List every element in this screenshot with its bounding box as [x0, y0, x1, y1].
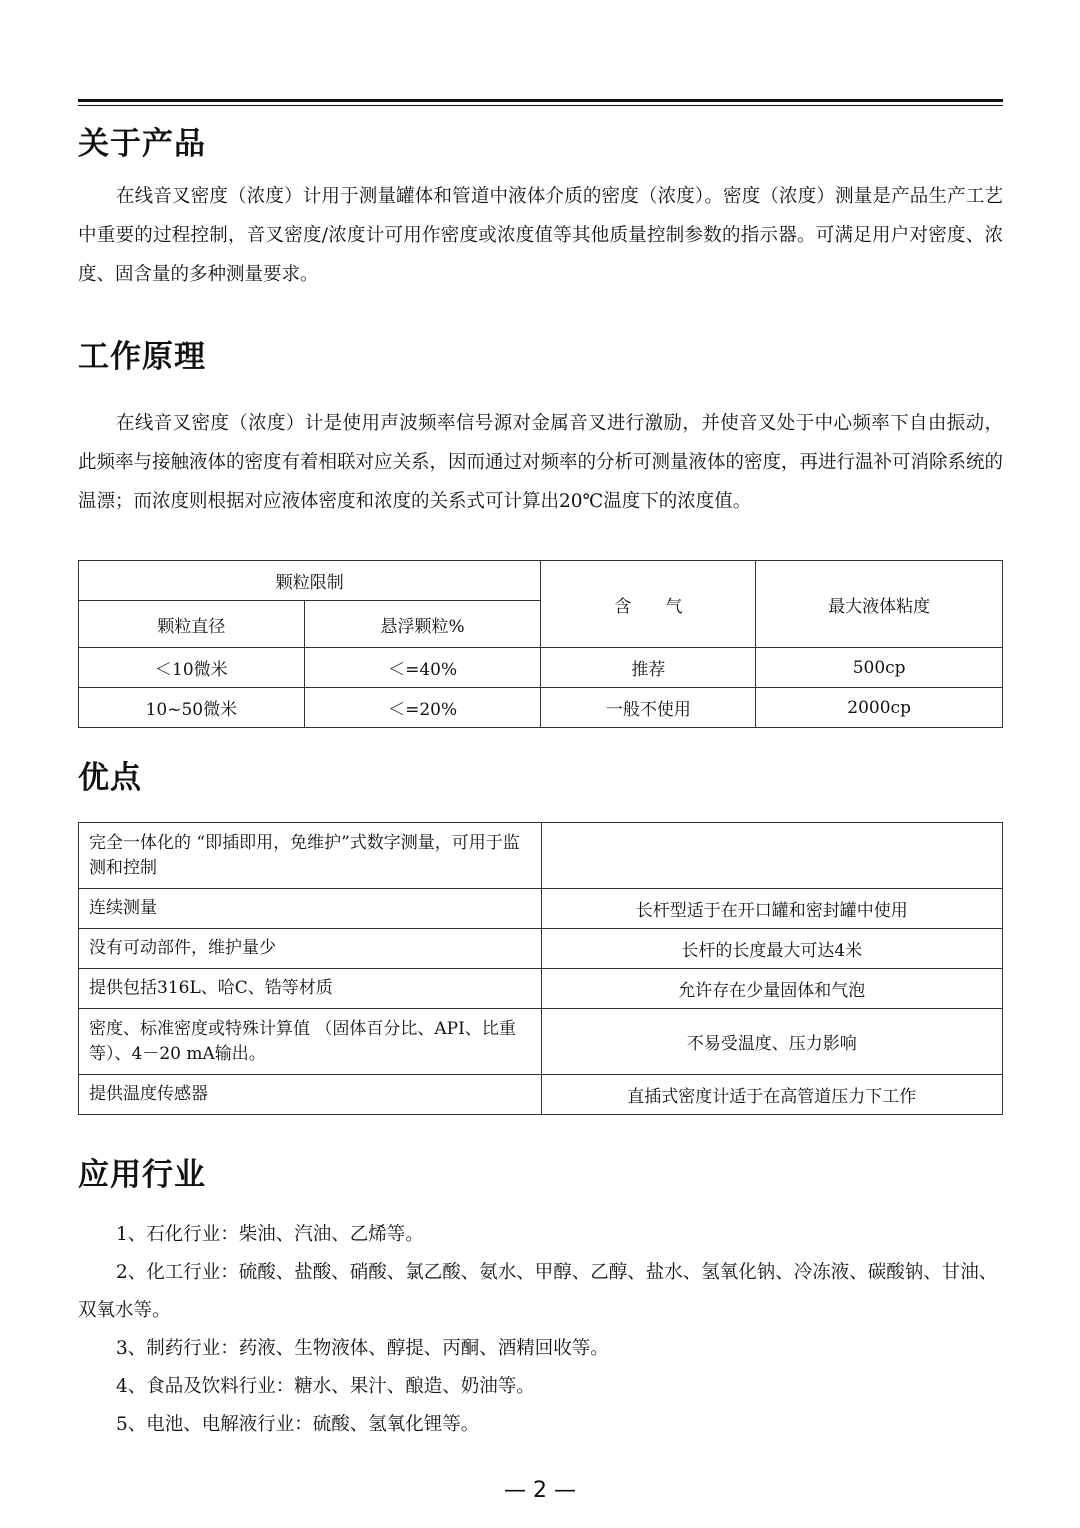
advantages-table — [78, 822, 1003, 1115]
spec-cell-size: ＜10微米 — [79, 648, 305, 688]
advantage-right: 不易受温度、压力影响 — [541, 1009, 1002, 1075]
spec-cell-viscosity: 2000cp — [756, 688, 1003, 728]
table-row — [79, 889, 1003, 929]
table-row — [79, 823, 1003, 889]
table-row — [79, 1075, 1003, 1115]
spec-cell-suspended: ＜=20% — [304, 688, 541, 728]
advantages-title: 优点 — [78, 760, 142, 796]
spec-cell-size: 10~50微米 — [79, 688, 305, 728]
spec-table — [78, 560, 1003, 728]
advantage-right: 长杆型适于在开口罐和密封罐中使用 — [541, 889, 1002, 929]
header-rule-thin — [78, 105, 1003, 106]
table-row — [79, 969, 1003, 1009]
advantage-left: 没有可动部件，维护量少 — [79, 929, 542, 969]
about-title: 关于产品 — [78, 126, 206, 162]
table-row — [79, 688, 1003, 728]
spec-cell-viscosity: 500cp — [756, 648, 1003, 688]
list-item: 3、制药行业：药液、生物液体、醇提、丙酮、酒精回收等。 — [116, 1338, 609, 1359]
advantage-left: 提供温度传感器 — [79, 1075, 542, 1115]
page-number: — 2 — — [504, 1478, 576, 1503]
advantage-left: 连续测量 — [79, 889, 542, 929]
spec-cell-gas: 一般不使用 — [541, 688, 756, 728]
principle-body: 在线音叉密度（浓度）计是使用声波频率信号源对金属音叉进行激励，并使音叉处于中心频率下自由振动，此频率与接触液体的密度有着相联对应关系，因而通过对频率的分析可测量液体的密度，再进行温补可消除系统的温漂；而浓度则根据对应液体密度和浓度的关系式可计算出20℃温度下的浓度值。 — [78, 413, 1004, 512]
advantage-right: 允许存在少量固体和气泡 — [541, 969, 1002, 1009]
table-row — [79, 929, 1003, 969]
spec-header-particle-size: 颗粒直径 — [79, 601, 305, 648]
spec-header-gas: 含 气 — [541, 561, 756, 648]
spec-cell-gas: 推荐 — [541, 648, 756, 688]
spec-header-suspended: 悬浮颗粒% — [304, 601, 541, 648]
spec-header-max-viscosity: 最大液体粘度 — [756, 561, 1003, 648]
spec-header-particle-limit: 颗粒限制 — [79, 561, 541, 601]
advantage-right — [541, 823, 1002, 889]
spec-cell-suspended: ＜=40% — [304, 648, 541, 688]
table-row — [79, 1009, 1003, 1075]
applications-list — [78, 1216, 1003, 1444]
about-body: 在线音叉密度（浓度）计用于测量罐体和管道中液体介质的密度（浓度）。密度（浓度）测量是产品生产工艺中重要的过程控制，音叉密度/浓度计可用作密度或浓度值等其他质量控制参数的指示器。可满足用户对密度、浓度、固含量的多种测量要求。 — [78, 186, 1003, 285]
table-row — [79, 648, 1003, 688]
list-item: 2、化工行业：硫酸、盐酸、硝酸、氯乙酸、氨水、甲醇、乙醇、盐水、氢氧化钠、冷冻液、碳酸钠、甘油、双氧水等。 — [78, 1262, 998, 1321]
advantage-left: 密度、标准密度或特殊计算值 （固体百分比、API、比重等）、4－20 mA输出。 — [79, 1009, 542, 1075]
principle-title: 工作原理 — [78, 339, 206, 375]
list-item: 4、食品及饮料行业：糖水、果汁、酿造、奶油等。 — [116, 1376, 535, 1397]
advantage-left: 完全一体化的 “即插即用，免维护”式数字测量，可用于监测和控制 — [79, 823, 542, 889]
list-item: 5、电池、电解液行业：硫酸、氢氧化锂等。 — [116, 1414, 480, 1435]
advantage-right: 长杆的长度最大可达4米 — [541, 929, 1002, 969]
header-rule-thick — [78, 99, 1003, 102]
list-item: 1、石化行业：柴油、汽油、乙烯等。 — [116, 1224, 424, 1245]
advantage-right: 直插式密度计适于在高管道压力下工作 — [541, 1075, 1002, 1115]
advantage-left: 提供包括316L、哈C、锆等材质 — [79, 969, 542, 1009]
applications-title: 应用行业 — [78, 1157, 206, 1193]
